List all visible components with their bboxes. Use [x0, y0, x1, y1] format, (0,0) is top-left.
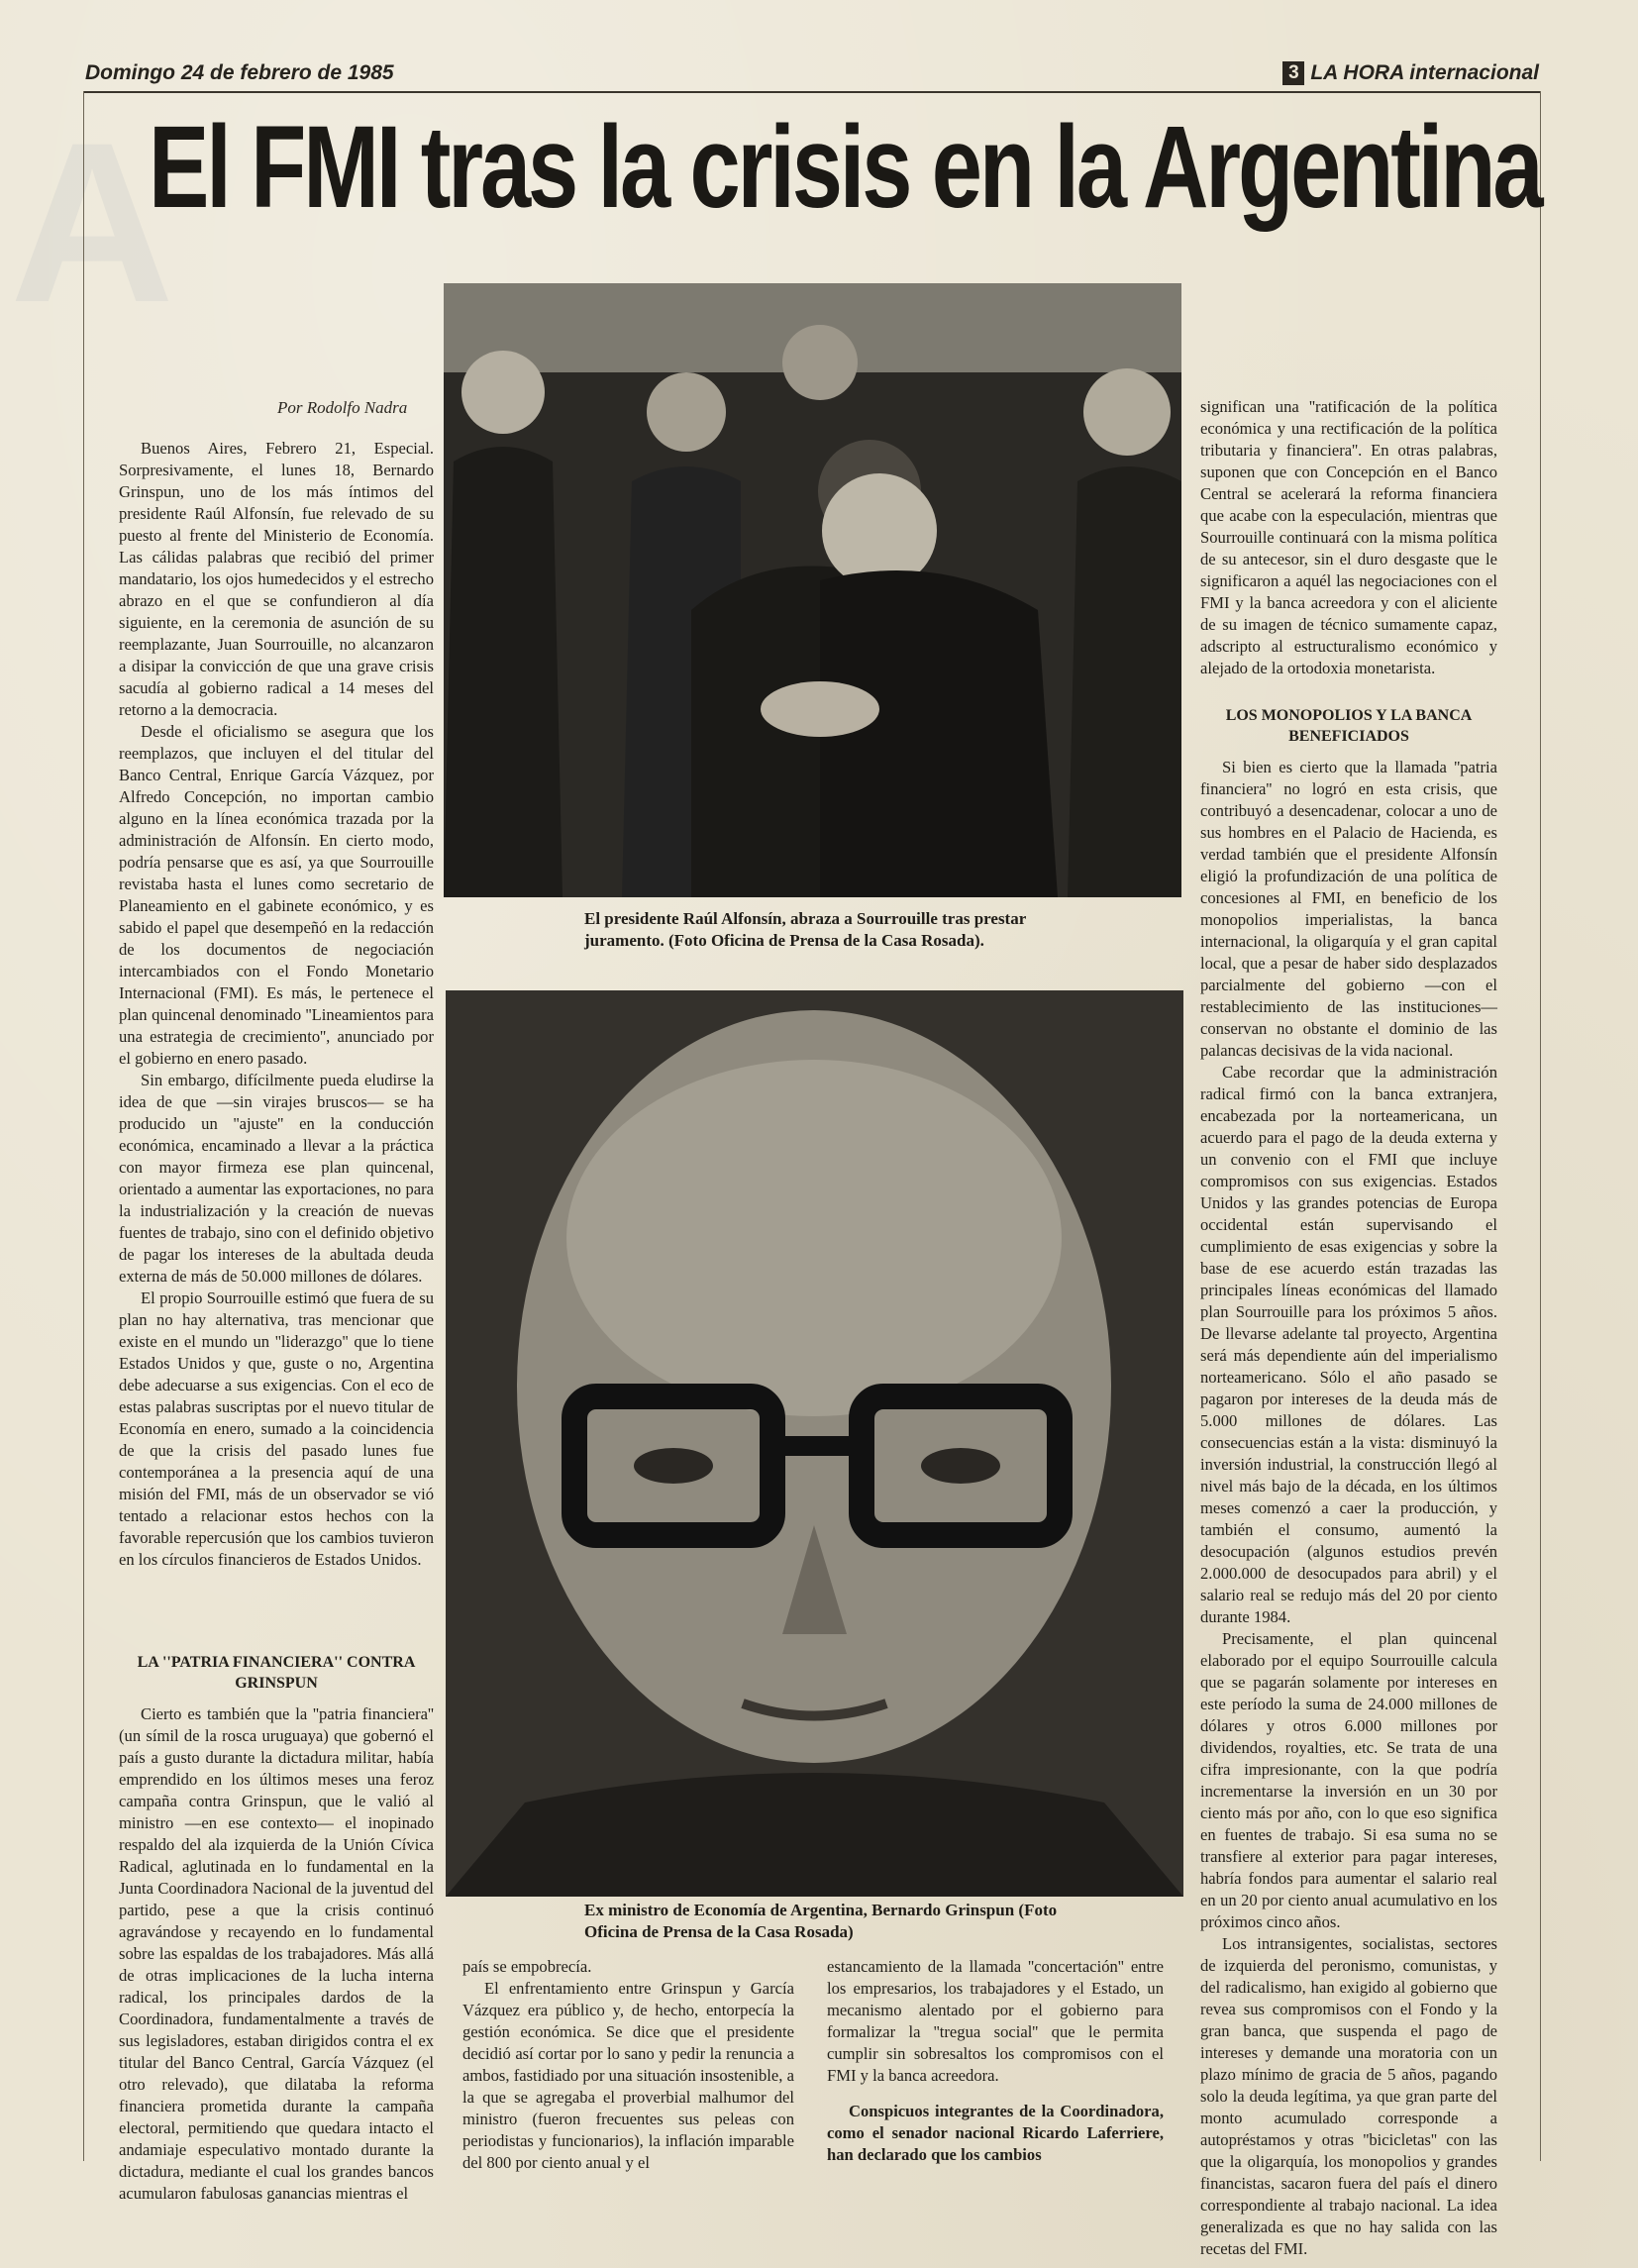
- paragraph: país se empobrecía.: [462, 1957, 592, 1976]
- page-number: 3: [1282, 61, 1304, 85]
- photo-caption-top: El presidente Raúl Alfonsín, abraza a Sourrouille tras prestar juramento. (Foto Oficina de Prensa de la Casa Rosada).: [584, 909, 1026, 950]
- byline: Por Rodolfo Nadra: [277, 398, 408, 417]
- paragraph: significan una ''ratificación de la política económica y una rectificación de la política tributaria y financiera''. En otras palabras, suponen que con Concepción en el Banco Central se acelerará la reforma financiera que acabe con la especulación, mientras que Sourrouille continuará con la misma política de su antecesor, sin el duro desgaste que le significaron a aquél las negociaciones con el FMI y la banca acreedora y con el aliciente de su imagen de técnico sumamente capaz, adscripto al estructuralismo económico y alejado de la ortodoxia monetarista.: [1200, 397, 1497, 677]
- paragraph: Cabe recordar que la administración radical firmó con la banca extranjera, encabezada por la norteamericana, un acuerdo para el pago de la deuda externa y un convenio con el FMI que incluye compromisos con sus exigencias. Estados Unidos y las grandes potencias de Europa occidental están supervisando el cumplimiento de esas exigencias y sobre la base de ese acuerdo están trazadas las principales líneas económicas del llamado plan Sourrouille para los próximos 5 años. De llevarse adelante tal proyecto, Argentina será más dependiente aún del imperialismo norteamericano. Sólo el año pasado se pagaron por intereses de la deuda más de 5.000 millones de dólares. Las consecuencias están a la vista: disminuyó la inversión industrial, la construcción llegó al nivel más bajo de la década, en los últimos meses comenzó a caer la producción, y también el consumo, aumentó la desocupación (algunos estudios prevén 2.000.000 de desocupados para abril) y el salario real se redujo más del 20 por ciento durante 1984.: [1200, 1063, 1497, 1626]
- paragraph: El enfrentamiento entre Grinspun y García Vázquez era público y, de hecho, entorpecía la gestión económica. Se dice que el presidente decidió así cortar por lo sano y pedir la renuncia a ambos, fastidiado por una situación insostenible, a la que se agregaba el proverbial malhumor del ministro (fueron frecuentes sus peleas con periodistas y funcionarios), la inflación imparable del 800 por ciento anual y el: [462, 1979, 794, 2172]
- photo-caption-bottom: Ex ministro de Economía de Argentina, Bernardo Grinspun (Foto Oficina de Prensa de la Casa Rosada): [584, 1901, 1058, 1941]
- article-column-4: [1200, 396, 1497, 2260]
- header-rule: [83, 91, 1541, 93]
- frame-rule-left: [83, 91, 84, 2161]
- paragraph: Conspicuos integrantes de la Coordinadora, como el senador nacional Ricardo Laferriere, han declarado que los cambios: [827, 2102, 1164, 2164]
- frame-rule-right: [1540, 91, 1541, 2161]
- paragraph: Precisamente, el plan quincenal elaborado por el equipo Sourrouille calcula que se pagarán solamente por intereses en este período la suma de 24.000 millones de dólares y otros 6.000 millones por dividendos, royalties, etc. Se trata de una cifra impresionante, con la que podría incrementarse la inversión en un 30 por ciento más por año, con lo que eso significa en fuentes de trabajo. Si esa suma no se transfiere al exterior para pagar intereses, habría fondos para aumentar el salario real en un 20 por ciento anual acumulativo en los próximos cinco años.: [1200, 1629, 1497, 1931]
- paragraph: estancamiento de la llamada ''concertación'' entre los empresarios, los trabajadores y el Estado, un mecanismo alentado por el gobierno para formalizar la ''tregua social'' que le permita cumplir sin sobresaltos los compromisos con el FMI y la banca acreedora.: [827, 1957, 1164, 2085]
- paragraph: El propio Sourrouille estimó que fuera de su plan no hay alternativa, tras mencionar que existe en el mundo un ''liderazgo'' que lo tiene Estados Unidos y que, guste o no, Argentina debe adecuarse a sus exigencias. Con el eco de estas palabras suscriptas por el nuevo titular de Economía en enero, sumado a la coincidencia de que la crisis del pasado lunes fue contemporánea a la presencia aquí de una misión del FMI, más de un observador se vió tentado a relacionar estos hechos con la favorable repercusión que los cambios tuvieron en los círculos financieros de Estados Unidos.: [119, 1289, 434, 1569]
- section-header: [1282, 61, 1539, 85]
- subheading-patria-financiera: LA ''PATRIA FINANCIERA'' CONTRA GRINSPUN: [137, 1654, 416, 1692]
- section-name: LA HORA internacional: [1310, 61, 1539, 84]
- portrait-illustration: [446, 990, 1183, 1897]
- article-column-3: [827, 1956, 1164, 2166]
- paragraph: Los intransigentes, socialistas, sectores de izquierda del peronismo, comunistas, y del radicalismo, han exigido al gobierno que revea sus compromisos con el Fondo y la gran banca, que suspenda el pago de intereses y demande una moratoria con un plazo mínimo de gracia de 5 años, pagando solo la deuda legítima, ya que gran parte del monto acumulado corresponde a autopréstamos y otras ''bicicletas'' con las que la oligarquía, los monopolios y grandes financistas, sacaron fuera del país el dinero correspondiente al trabajo nacional. La idea generalizada es que no hay salida con las recetas del FMI.: [1200, 1934, 1497, 2258]
- article-column-2: [462, 1956, 794, 2174]
- issue-date: Domingo 24 de febrero de 1985: [85, 61, 394, 84]
- article-column-1-continued: [119, 1626, 434, 2205]
- paragraph: Si bien es cierto que la llamada ''patria financiera'' no logró en esta crisis, que contribuyó a desencadenar, colocar a uno de sus hombres en el Palacio de Hacienda, es verdad también que el presidente Alfonsín eligió la profundización de una política de concesiones al FMI, en beneficio de los monopolios imperialistas, la banca internacional, la oligarquía y el gran capital local, que a pesar de haber sido desplazados parcialmente del gobierno —con el restablecimiento de las instituciones— conservan no obstante el dominio de las palancas decisivas de la vida nacional.: [1200, 758, 1497, 1060]
- photo-grinspun-portrait: [446, 990, 1183, 1897]
- article-headline: El FMI tras la crisis en la Argentina: [149, 102, 1541, 233]
- paragraph: Sin embargo, difícilmente pueda eludirse la idea de que —sin virajes bruscos— se ha producido un ''ajuste'' en la conducción económica, encaminado a llevar a la práctica con mayor firmeza ese plan quincenal, orientado a aumentar las exportaciones, no para la industrialización y la creación de nuevas fuentes de trabajo, sino con el definido objetivo de pagar los intereses de la abultada deuda externa de más de 50.000 millones de dólares.: [119, 1071, 434, 1286]
- paragraph: Cierto es también que la ''patria financiera'' (un símil de la rosca uruguaya) que gobernó el país a gusto durante la dictadura militar, había emprendido en los últimos meses una feroz campaña contra Grinspun, que le valió al ministro —en ese contexto— el inopinado respaldo del ala izquierda de la Unión Cívica Radical, aglutinada en lo fundamental en la Junta Coordinadora Nacional de la juventud del partido, pese a que la crisis continuó agravándose y recayendo en lo fundamental sobre las espaldas de los trabajadores. Más allá de otras implicaciones de la lucha interna radical, los principales dardos de la Coordinadora, fundamentalmente a través de sus legisladores, estaban dirigidos contra el ex titular del Banco Central, García Vázquez (el otro relevado), que dilataba la reforma financiera prometida durante la campaña electoral, permitiendo que quedara intacto el andamiaje especulativo montado durante la dictadura, mediante el cual los grandes bancos acumularon fabulosas ganancias mientras el: [119, 1704, 434, 2203]
- photo-illustration: [444, 283, 1181, 897]
- photo-alfonsin-sourrouille: [444, 283, 1181, 897]
- paragraph: Buenos Aires, Febrero 21, Especial. Sorpresivamente, el lunes 18, Bernardo Grinspun, uno de los más íntimos del presidente Raúl Alfonsín, fue relevado de su puesto al frente del Ministerio de Economía. Las cálidas palabras que recibió del primer mandatario, los ojos humedecidos y el estrecho abrazo en el que se confundieron al día siguiente, en la ceremonia de asunción de su reemplazante, Juan Sourrouille, no alcanzaron a disipar la convicción de que una grave crisis sacudía al gobierno radical a 14 meses del retorno a la democracia.: [119, 439, 434, 719]
- bleed-through-ghost-text: A: [10, 109, 175, 350]
- article-column-1: [119, 438, 434, 1571]
- subheading-monopolios-banca: LOS MONOPOLIOS Y LA BANCA BENEFICIADOS: [1225, 707, 1473, 745]
- paragraph: Desde el oficialismo se asegura que los reemplazos, que incluyen el del titular del Banco Central, Enrique García Vázquez, por Alfredo Concepción, no importan cambio alguno en la línea económica trazada por la administración de Alfonsín. En cierto modo, podría pensarse que es así, ya que Sourrouille revistaba hasta el lunes como secretario de Planeamiento en el gabinete económico, y es sabido el papel que desempeñó en la redacción de los documentos de negociación intercambiados con el Fondo Monetario Internacional (FMI). Es más, le pertenece el plan quincenal denominado ''Lineamientos para una estrategia de crecimiento'', anunciado por el gobierno en enero pasado.: [119, 722, 434, 1068]
